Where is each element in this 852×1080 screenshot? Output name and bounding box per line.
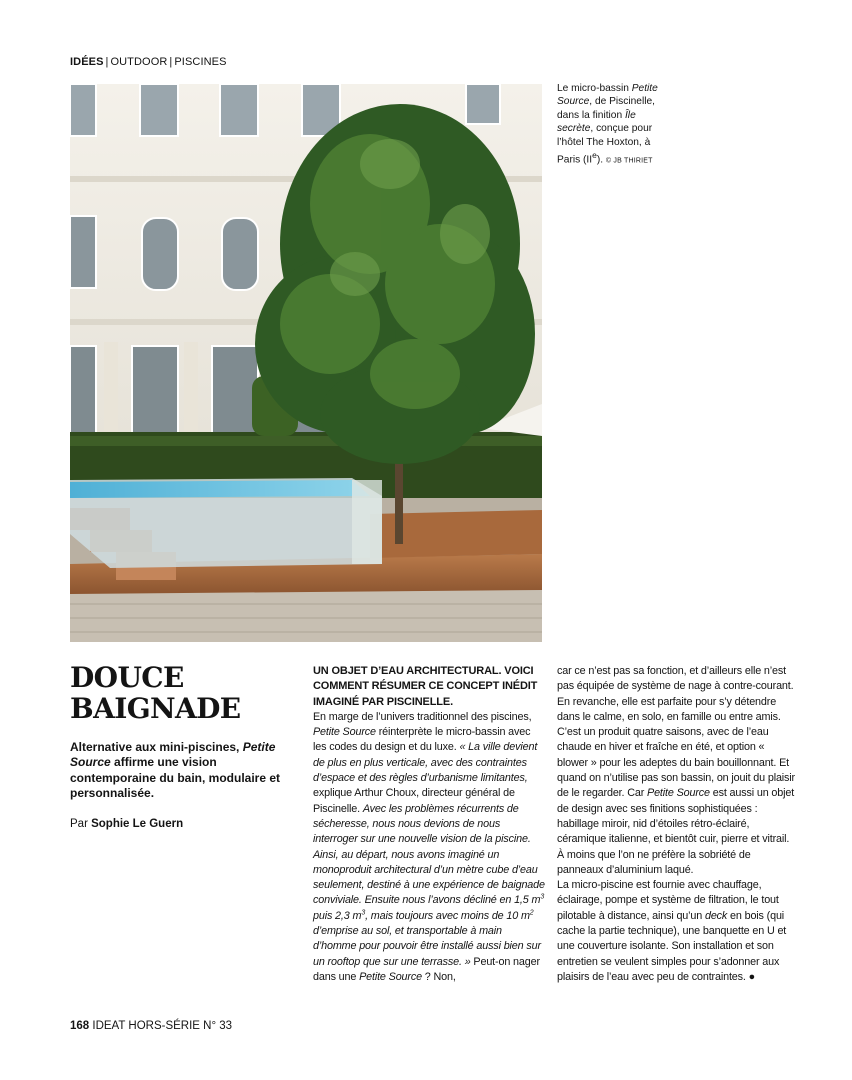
body-paragraph — [557, 664, 795, 878]
quote-text: puis 2,3 m — [313, 909, 362, 922]
photo-credit: © JB THIRIET — [605, 157, 653, 165]
quote-text: d’emprise au sol, et transportable à main d’homme pour pouvoir être installé aussi bien sur un rooftop que sur une terrasse. » — [313, 925, 541, 968]
breadcrumb-category-outdoor: OUTDOOR — [110, 56, 168, 68]
article-lead: UN OBJET D’EAU ARCHITECTURAL. VOICI COMMENT RÉSUMER CE CONCEPT INÉDIT IMAGINÉ PAR PISCINELLE. — [313, 665, 538, 708]
superscript: 2 — [529, 909, 534, 917]
section-breadcrumb — [70, 56, 227, 68]
publication-name: IDEAT HORS-SÉRIE N° 33 — [92, 1020, 233, 1032]
page-number: 168 — [70, 1020, 90, 1032]
photo-caption — [557, 82, 669, 168]
author-name: Sophie Le Guern — [91, 818, 184, 830]
caption-text: , de Piscinelle, dans la finition — [557, 96, 655, 121]
pool-photo — [70, 84, 542, 642]
quote-text: Avec les problèmes récurrents de sécheresse, nous nous devions de nous interroger sur une nouvelle vision de la piscine. Ainsi, au départ, nous avons imaginé un monoproduit architectural d’un mètre cube d’eau seulement, destiné à une expérience de baignade conviviale. Ensuite nous l’avons décliné en 1,5 m — [313, 802, 545, 907]
body-paragraph — [557, 878, 795, 985]
article-standfirst — [70, 740, 282, 802]
body-text: La micro-piscine est fournie avec chauffage, éclairage, pompe et système de filtration, le tout pilotable à distance, ainsi qu’un — [557, 879, 779, 922]
body-text: réinterprète le micro-bassin avec les codes du design et du luxe. — [313, 726, 531, 754]
product-name: Petite Source — [647, 787, 710, 800]
body-text: en bois (qui cache la partie technique), une banquette en U et une couverture isolante. Son installation et son entretien se veulent simples pour s’adonner aux plaisirs de l’eau avec peu de contraintes. ● — [557, 909, 787, 983]
byline — [70, 818, 183, 830]
caption-finish-name: Île secrète — [557, 109, 636, 135]
product-name: Petite Source — [313, 726, 376, 739]
breadcrumb-separator: | — [105, 56, 109, 68]
page-footer — [70, 1020, 232, 1032]
standfirst-text: affirme une vision contemporaine du bain, modulaire et personnalisée. — [70, 755, 281, 801]
pool-photo-illustration — [70, 84, 542, 642]
title-line: DOUCE — [70, 661, 184, 694]
breadcrumb-separator: | — [169, 56, 173, 68]
superscript: 3 — [540, 893, 545, 901]
quote-text: « La ville devient de plus en plus verticale, avec des contraintes d’espace et des règles d’urbanisme limitantes, — [313, 741, 538, 785]
body-column-2 — [557, 664, 795, 985]
caption-text: Le micro-bassin — [557, 83, 632, 94]
breadcrumb-section: IDÉES — [70, 56, 104, 68]
breadcrumb-category-pools: PISCINES — [174, 56, 227, 68]
body-text: Peut-on nager dans une — [313, 955, 540, 983]
product-name: Petite Source — [359, 970, 422, 983]
caption-superscript: e — [592, 150, 597, 161]
body-text: car ce n’est pas sa fonction, et d’ailleurs elle n’est pas équipée de système de nage à contre-courant. En revanche, elle est parfaite pour s’y détendre dans le calme, en solo, en famille ou entre amis. C’est un produit quatre saisons, avec de l’eau chaude en hiver et fraîche en été, et option « blower » pour les adeptes du bain bouillonnant. Et quand on n’utilise pas son bassin, on jouit du plaisir de le regarder. Car — [557, 665, 795, 800]
byline-prefix: Par — [70, 818, 92, 830]
body-text: explique Arthur Choux, directeur général de Piscinelle. — [313, 787, 515, 815]
quote-text: , mais toujours avec moins de 10 m — [365, 909, 530, 922]
article-title — [70, 662, 300, 724]
title-line: BAIGNADE — [70, 692, 241, 725]
emphasis-text: deck — [704, 909, 728, 922]
standfirst-text: Alternative aux mini-piscines, — [70, 740, 243, 754]
body-text: ? Non, — [421, 970, 456, 983]
body-text: En marge de l’univers traditionnel des piscines, — [313, 710, 532, 723]
caption-text: , conçue pour l’hôtel The Hoxton, à Paris (II — [557, 123, 653, 166]
caption-product-name: Petite Source — [557, 83, 658, 108]
superscript: 3 — [361, 909, 366, 917]
body-text: est aussi un objet de design avec ses finitions sophistiquées : habillage miroir, nid d’étoiles rétro-éclairé, céramique italienne, et bientôt cuir, pierre et vitrail. À moins que l’on ne préfère la sobriété de panneaux d’aluminium laqué. — [557, 787, 795, 876]
body-paragraph — [313, 710, 545, 985]
standfirst-product-name: Petite Source — [70, 740, 276, 770]
body-column-1 — [313, 664, 545, 985]
caption-text: ). — [596, 154, 606, 166]
